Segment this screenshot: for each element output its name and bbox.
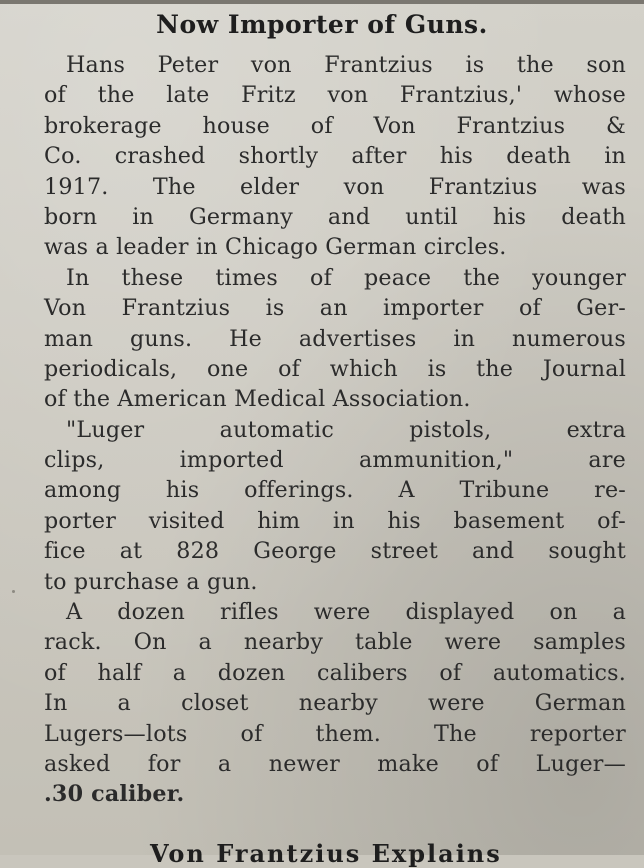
- paper-speck: [12, 590, 15, 593]
- body-line: born in Germany and until his death: [44, 203, 626, 230]
- body-line: "Luger automatic pistols, extra: [66, 416, 626, 443]
- body-line: among his offerings. A Tribune re-: [44, 477, 626, 504]
- body-line: man guns. He advertises in numerous: [44, 325, 626, 352]
- body-line: .30 caliber.: [44, 781, 185, 808]
- body-line: of half a dozen calibers of automatics.: [44, 659, 626, 686]
- body-line: In these times of peace the younger: [66, 264, 626, 291]
- body-line: to purchase a gun.: [44, 568, 258, 595]
- body-line: porter visited him in his basement of-: [44, 507, 626, 534]
- body-line: asked for a newer make of Luger—: [44, 750, 626, 777]
- body-line: In a closet nearby were German: [44, 690, 626, 717]
- body-line: 1917. The elder von Frantzius was: [44, 173, 626, 200]
- body-line: clips, imported ammunition," are: [44, 447, 626, 474]
- body-line: of the American Medical Association.: [44, 386, 471, 413]
- top-rule: [0, 0, 644, 4]
- next-headline-cut: Von Frantzius Explains: [150, 839, 502, 868]
- body-line: Co. crashed shortly after his death in: [44, 143, 626, 170]
- body-line: fice at 828 George street and sought: [44, 538, 626, 565]
- article-body: [44, 50, 626, 810]
- body-line: periodicals, one of which is the Journal: [44, 355, 626, 382]
- body-line: of the late Fritz von Frantzius,' whose: [44, 82, 626, 109]
- body-line: Von Frantzius is an importer of Ger-: [44, 295, 626, 322]
- body-line: A dozen rifles were displayed on a: [66, 599, 626, 626]
- body-line: brokerage house of Von Frantzius &: [44, 112, 626, 139]
- body-line: rack. On a nearby table were samples: [44, 629, 626, 656]
- body-line: Hans Peter von Frantzius is the son: [66, 52, 626, 78]
- body-line: Lugers—lots of them. The reporter: [44, 720, 626, 747]
- body-line: was a leader in Chicago German circles.: [44, 234, 507, 261]
- headline: Now Importer of Guns.: [156, 10, 488, 39]
